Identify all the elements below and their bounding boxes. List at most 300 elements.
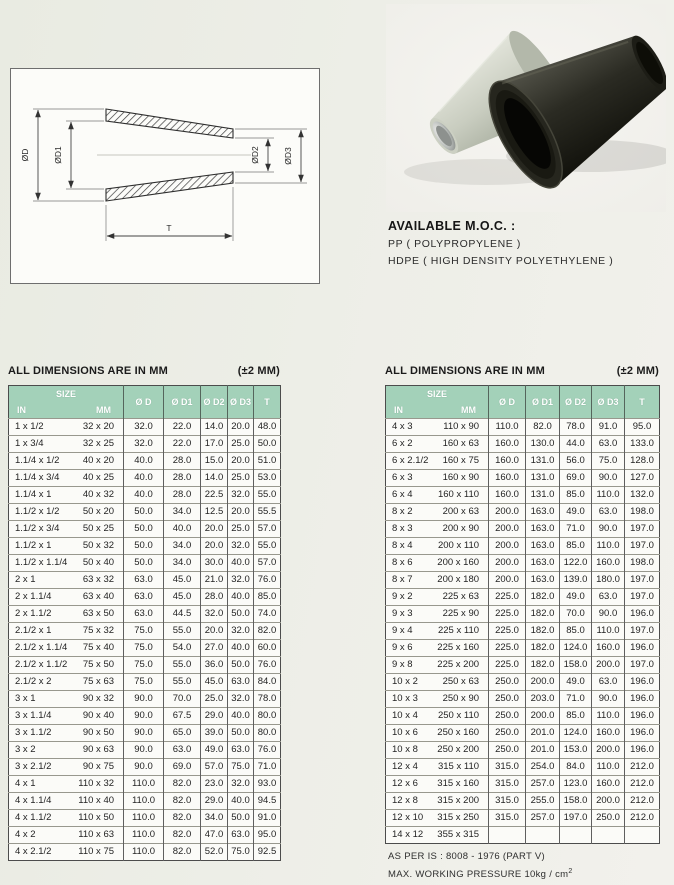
table-cell: 160.0: [592, 776, 625, 793]
table-cell: 315 x 160: [434, 776, 489, 793]
table-cell: 55.0: [164, 623, 201, 640]
table-cell: 10 x 6: [386, 725, 434, 742]
table-cell: 200 x 180: [434, 572, 489, 589]
table-cell: 3 x 1.1/4: [9, 708, 67, 725]
table-cell: 40.0: [164, 521, 201, 538]
table-cell: 12 x 8: [386, 793, 434, 810]
table-cell: 2.1/2 x 1: [9, 623, 67, 640]
table-cell: 78.0: [254, 691, 281, 708]
table-cell: 124.0: [560, 725, 592, 742]
dimension-label-d2: ØD2: [250, 146, 260, 164]
table-cell: 67.5: [164, 708, 201, 725]
table-cell: 6 x 3: [386, 470, 434, 487]
table-row: [9, 844, 281, 861]
table-cell: 110.0: [124, 827, 164, 844]
table-row: [386, 657, 660, 674]
table-cell: 69.0: [560, 470, 592, 487]
table-cell: 17.0: [201, 436, 228, 453]
table-cell: 212.0: [625, 759, 660, 776]
table-cell: 63.0: [592, 436, 625, 453]
table-cell: 110.0: [592, 538, 625, 555]
table-row: [386, 487, 660, 504]
table-cell: 250.0: [592, 810, 625, 827]
table-row: [9, 436, 281, 453]
table-cell: 315.0: [489, 793, 526, 810]
table-row: [9, 521, 281, 538]
table-cell: 75.0: [124, 640, 164, 657]
table-row: [386, 521, 660, 538]
table-cell: 40 x 20: [67, 453, 124, 470]
table-row: [386, 810, 660, 827]
table-row: [386, 640, 660, 657]
col-header-d: Ø D: [489, 386, 526, 419]
col-header-size: SIZE: [9, 386, 124, 403]
col-header-t: T: [625, 386, 660, 419]
table-cell: 49.0: [201, 742, 228, 759]
table-cell: 29.0: [201, 793, 228, 810]
table-row: [386, 725, 660, 742]
table-row: [386, 776, 660, 793]
table-row: [9, 606, 281, 623]
table-row: [386, 453, 660, 470]
table-cell: 197.0: [625, 589, 660, 606]
table-cell: 196.0: [625, 606, 660, 623]
table-cell: 80.0: [254, 708, 281, 725]
table-cell: 200.0: [592, 657, 625, 674]
table-tolerance: (±2 MM): [237, 365, 280, 377]
table-cell: 225.0: [489, 623, 526, 640]
table-cell: 124.0: [560, 640, 592, 657]
table-cell: 225.0: [489, 657, 526, 674]
table-cell: 201.0: [526, 725, 560, 742]
table-cell: 32.0: [228, 572, 254, 589]
table-cell: 212.0: [625, 776, 660, 793]
table-cell: 250.0: [489, 691, 526, 708]
table-cell: 110.0: [489, 419, 526, 436]
table-row: [386, 504, 660, 521]
table-cell: 60.0: [254, 640, 281, 657]
dimensions-table-left: [8, 365, 280, 861]
table-cell: 90.0: [592, 521, 625, 538]
table-cell: 78.0: [560, 419, 592, 436]
table-cell: 32.0: [124, 419, 164, 436]
table-cell: 34.0: [164, 504, 201, 521]
table-cell: 69.0: [164, 759, 201, 776]
table-row: [9, 725, 281, 742]
table-cell: 93.0: [254, 776, 281, 793]
table-cell: 158.0: [560, 657, 592, 674]
table-cell: 203.0: [526, 691, 560, 708]
table-cell: 91.0: [254, 810, 281, 827]
table-cell: 2.1/2 x 1.1/4: [9, 640, 67, 657]
table-cell: 12 x 4: [386, 759, 434, 776]
table-cell: 47.0: [201, 827, 228, 844]
table-cell: 250.0: [489, 742, 526, 759]
table-cell: 14 x 12: [386, 827, 434, 844]
table-cell: 163.0: [526, 521, 560, 538]
table-cell: 71.0: [560, 691, 592, 708]
table-cell: 254.0: [526, 759, 560, 776]
table-cell: 153.0: [560, 742, 592, 759]
table-cell: 29.0: [201, 708, 228, 725]
table-cell: 76.0: [254, 742, 281, 759]
table-cell: 160.0: [592, 640, 625, 657]
table-cell: 2 x 1.1/4: [9, 589, 67, 606]
table-title: ALL DIMENSIONS ARE IN MM: [8, 365, 169, 377]
reducer-product-photo: [386, 4, 666, 212]
table-cell: 130.0: [526, 436, 560, 453]
table-cell: 63.0: [124, 589, 164, 606]
table-cell: 122.0: [560, 555, 592, 572]
table-cell: [526, 827, 560, 844]
table-cell: 198.0: [625, 555, 660, 572]
table-cell: 160 x 75: [434, 453, 489, 470]
table-cell: 160.0: [592, 725, 625, 742]
table-cell: 55.0: [254, 538, 281, 555]
table-cell: 200.0: [526, 674, 560, 691]
table-cell: 160 x 63: [434, 436, 489, 453]
table-row: [386, 691, 660, 708]
table-cell: 39.0: [201, 725, 228, 742]
table-cell: 160.0: [489, 453, 526, 470]
col-header-mm: MM: [67, 402, 124, 419]
table-row: [9, 453, 281, 470]
table-cell: 20.0: [228, 453, 254, 470]
table-cell: 200.0: [526, 708, 560, 725]
table-cell: 45.0: [164, 572, 201, 589]
table-cell: 160.0: [592, 555, 625, 572]
table-cell: 20.0: [228, 504, 254, 521]
table-cell: 50.0: [228, 725, 254, 742]
table-cell: 84.0: [254, 674, 281, 691]
table-cell: 32.0: [228, 538, 254, 555]
table-body: [9, 419, 281, 861]
table-cell: 71.0: [560, 521, 592, 538]
table-cell: 3 x 1: [9, 691, 67, 708]
table-cell: 32 x 25: [67, 436, 124, 453]
table-cell: 32.0: [228, 623, 254, 640]
table-cell: 200.0: [489, 538, 526, 555]
table-cell: 200.0: [489, 555, 526, 572]
table-cell: 131.0: [526, 470, 560, 487]
table-row: [386, 589, 660, 606]
table-cell: 40.0: [124, 487, 164, 504]
col-header-d3: Ø D3: [592, 386, 625, 419]
table-cell: 40.0: [228, 708, 254, 725]
table-cell: 225 x 200: [434, 657, 489, 674]
table-body: [386, 419, 660, 844]
table-cell: 212.0: [625, 793, 660, 810]
table-cell: 82.0: [164, 827, 201, 844]
product-photo-svg: [386, 4, 666, 212]
table-cell: 15.0: [201, 453, 228, 470]
table-cell: 315.0: [489, 810, 526, 827]
table-cell: 9 x 4: [386, 623, 434, 640]
table-cell: 225 x 63: [434, 589, 489, 606]
table-cell: 63 x 50: [67, 606, 124, 623]
table-cell: 63 x 32: [67, 572, 124, 589]
table-cell: 50.0: [124, 504, 164, 521]
table-cell: 8 x 3: [386, 521, 434, 538]
table-row: [9, 504, 281, 521]
table-row: [386, 674, 660, 691]
table-cell: 196.0: [625, 742, 660, 759]
reducer-cross-section-drawing: [10, 68, 320, 284]
col-header-d1: Ø D1: [164, 386, 201, 419]
table-cell: 50 x 25: [67, 521, 124, 538]
table-cell: 82.0: [526, 419, 560, 436]
table-cell: 85.0: [560, 623, 592, 640]
table-cell: 63.0: [592, 589, 625, 606]
table-cell: 200.0: [489, 504, 526, 521]
table-cell: 28.0: [201, 589, 228, 606]
table-row: [386, 538, 660, 555]
table-cell: 34.0: [164, 555, 201, 572]
table-cell: 65.0: [164, 725, 201, 742]
table-cell: 196.0: [625, 725, 660, 742]
col-header-mm: MM: [434, 402, 489, 419]
table-cell: 250 x 200: [434, 742, 489, 759]
table-row: [9, 674, 281, 691]
table-cell: 182.0: [526, 589, 560, 606]
table-cell: 9 x 3: [386, 606, 434, 623]
table-cell: 50 x 32: [67, 538, 124, 555]
table-cell: 4 x 2: [9, 827, 67, 844]
table-cell: 85.0: [560, 708, 592, 725]
table-cell: 200.0: [592, 793, 625, 810]
table-row: [9, 827, 281, 844]
table-cell: 14.0: [201, 419, 228, 436]
table-cell: 1 x 3/4: [9, 436, 67, 453]
table-cell: 110.0: [124, 793, 164, 810]
table-cell: 75 x 32: [67, 623, 124, 640]
table-cell: 355 x 315: [434, 827, 489, 844]
table-cell: 90 x 32: [67, 691, 124, 708]
table-row: [9, 742, 281, 759]
table-cell: 90.0: [592, 470, 625, 487]
table-row: [9, 572, 281, 589]
table-cell: 9 x 8: [386, 657, 434, 674]
table-cell: 196.0: [625, 640, 660, 657]
table-cell: 196.0: [625, 691, 660, 708]
table-cell: 4 x 2.1/2: [9, 844, 67, 861]
table-cell: 75.0: [124, 623, 164, 640]
table-cell: 196.0: [625, 674, 660, 691]
table-cell: 110.0: [592, 487, 625, 504]
table-cell: 250 x 63: [434, 674, 489, 691]
table-cell: 198.0: [625, 504, 660, 521]
table-cell: 50 x 20: [67, 504, 124, 521]
table-cell: 75.0: [228, 844, 254, 861]
table-cell: 25.0: [228, 436, 254, 453]
col-header-d2: Ø D2: [201, 386, 228, 419]
table-tolerance: (±2 MM): [616, 365, 659, 377]
moc-title: AVAILABLE M.O.C. :: [388, 219, 516, 233]
table-cell: 82.0: [254, 623, 281, 640]
table-cell: 250 x 160: [434, 725, 489, 742]
table-cell: 200 x 90: [434, 521, 489, 538]
table-cell: 28.0: [164, 487, 201, 504]
dimensions-table-right: [385, 365, 659, 844]
table-row: [386, 742, 660, 759]
table-cell: 40.0: [228, 640, 254, 657]
table-cell: 44.0: [560, 436, 592, 453]
table-cell: 90.0: [124, 691, 164, 708]
working-pressure: MAX. WORKING PRESSURE $10kg / cm^2$: [388, 868, 573, 881]
table-cell: [625, 827, 660, 844]
table-cell: 90 x 63: [67, 742, 124, 759]
table-cell: 90 x 40: [67, 708, 124, 725]
table-cell: 82.0: [164, 793, 201, 810]
table-cell: 163.0: [526, 555, 560, 572]
table-row: [9, 810, 281, 827]
table-cell: 90.0: [592, 606, 625, 623]
table-cell: 182.0: [526, 640, 560, 657]
table-cell: 3 x 2.1/2: [9, 759, 67, 776]
table-cell: 212.0: [625, 810, 660, 827]
table-cell: 20.0: [201, 521, 228, 538]
table-cell: 133.0: [625, 436, 660, 453]
table-cell: 80.0: [254, 725, 281, 742]
table-row: [9, 793, 281, 810]
table-cell: 110 x 50: [67, 810, 124, 827]
table-cell: 131.0: [526, 487, 560, 504]
moc-item-pp: PP ( POLYPROPYLENE ): [388, 238, 521, 250]
table-cell: 40.0: [228, 793, 254, 810]
table-cell: 225 x 110: [434, 623, 489, 640]
col-header-size: SIZE: [386, 386, 489, 403]
dimension-label-d3: ØD3: [283, 147, 293, 165]
table-cell: 196.0: [625, 708, 660, 725]
table-cell: 22.0: [164, 419, 201, 436]
table-cell: 32.0: [228, 776, 254, 793]
table-cell: 85.0: [254, 589, 281, 606]
table-cell: 8 x 4: [386, 538, 434, 555]
table-cell: 63.0: [164, 742, 201, 759]
table-cell: 197.0: [625, 521, 660, 538]
table-cell: 50.0: [124, 521, 164, 538]
table-row: [386, 470, 660, 487]
table-cell: 182.0: [526, 606, 560, 623]
table-cell: 257.0: [526, 776, 560, 793]
table-cell: 63 x 40: [67, 589, 124, 606]
table-cell: 1 x 1/2: [9, 419, 67, 436]
table-cell: 8 x 7: [386, 572, 434, 589]
table-cell: 55.5: [254, 504, 281, 521]
reducer-top-wall: [106, 109, 233, 138]
dimension-label-d: ØD: [20, 148, 30, 162]
table-cell: 131.0: [526, 453, 560, 470]
standard-reference: AS PER IS : 8008 - 1976 (PART V): [388, 851, 545, 862]
table-cell: 28.0: [164, 453, 201, 470]
table-cell: 75.0: [228, 759, 254, 776]
table-cell: 75.0: [124, 674, 164, 691]
table-cell: 4 x 1.1/2: [9, 810, 67, 827]
table-cell: 225.0: [489, 589, 526, 606]
table-cell: 110 x 90: [434, 419, 489, 436]
table-row: [9, 589, 281, 606]
table-cell: 110 x 32: [67, 776, 124, 793]
table-title: ALL DIMENSIONS ARE IN MM: [385, 365, 546, 377]
table-cell: 3 x 2: [9, 742, 67, 759]
table-cell: 27.0: [201, 640, 228, 657]
table-cell: 22.5: [201, 487, 228, 504]
table-cell: 85.0: [560, 487, 592, 504]
table-cell: 82.0: [164, 810, 201, 827]
table-row: [9, 691, 281, 708]
table-cell: 315 x 250: [434, 810, 489, 827]
table-cell: 197.0: [625, 538, 660, 555]
table-cell: 1.1/2 x 3/4: [9, 521, 67, 538]
table-row: [386, 555, 660, 572]
table-row: [9, 640, 281, 657]
table-cell: 197.0: [560, 810, 592, 827]
table-cell: 158.0: [560, 793, 592, 810]
table-row: [386, 436, 660, 453]
table-row: [386, 572, 660, 589]
table-cell: 255.0: [526, 793, 560, 810]
table-cell: 50 x 40: [67, 555, 124, 572]
table-cell: 200 x 63: [434, 504, 489, 521]
table-row: [9, 708, 281, 725]
table-cell: 257.0: [526, 810, 560, 827]
table-cell: 63.0: [124, 606, 164, 623]
table-cell: 90.0: [124, 708, 164, 725]
table-cell: 95.0: [625, 419, 660, 436]
table-cell: [560, 827, 592, 844]
standards-notes: [388, 849, 573, 882]
table-cell: 110 x 63: [67, 827, 124, 844]
table-cell: 63.0: [592, 504, 625, 521]
col-header-d2: Ø D2: [560, 386, 592, 419]
table-cell: 49.0: [560, 674, 592, 691]
table-cell: 32.0: [228, 691, 254, 708]
table-cell: 56.0: [560, 453, 592, 470]
table-cell: 45.0: [164, 589, 201, 606]
table-cell: 55.0: [254, 487, 281, 504]
table-cell: 63.0: [228, 674, 254, 691]
table-cell: 9 x 6: [386, 640, 434, 657]
table-cell: 12 x 10: [386, 810, 434, 827]
table-cell: 225.0: [489, 606, 526, 623]
table-row: [9, 623, 281, 640]
col-header-d3: Ø D3: [228, 386, 254, 419]
table-cell: 90.0: [124, 759, 164, 776]
table-row: [9, 759, 281, 776]
table-cell: 163.0: [526, 572, 560, 589]
table-cell: 75 x 40: [67, 640, 124, 657]
table-row: [9, 487, 281, 504]
table-cell: 6 x 2.1/2: [386, 453, 434, 470]
table-row: [386, 606, 660, 623]
table-cell: 315.0: [489, 759, 526, 776]
table-cell: 20.0: [228, 419, 254, 436]
table-row: [386, 419, 660, 436]
table-cell: 200.0: [489, 521, 526, 538]
table-cell: 50.0: [124, 555, 164, 572]
table-cell: 55.0: [164, 657, 201, 674]
table-row: [386, 793, 660, 810]
table-cell: 63.0: [124, 572, 164, 589]
table-cell: 2 x 1.1/2: [9, 606, 67, 623]
table-cell: 110.0: [592, 759, 625, 776]
table-cell: 84.0: [560, 759, 592, 776]
table-cell: 57.0: [201, 759, 228, 776]
table-cell: 315.0: [489, 776, 526, 793]
table-cell: 70.0: [560, 606, 592, 623]
table-cell: 45.0: [201, 674, 228, 691]
table-cell: 110.0: [592, 708, 625, 725]
